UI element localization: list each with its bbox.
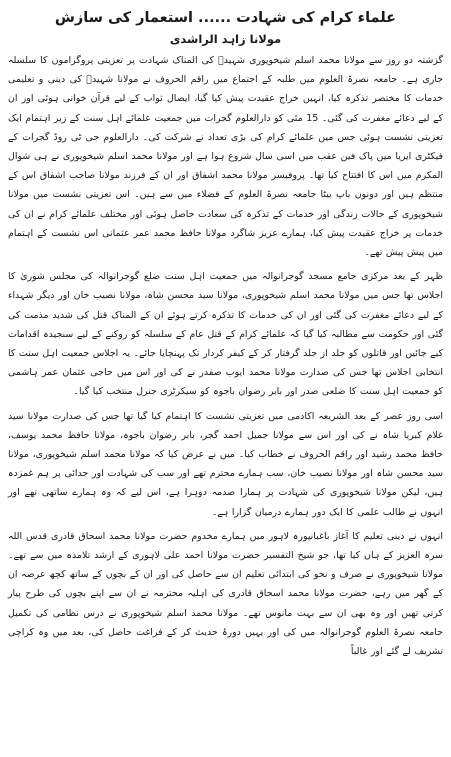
article-paragraph: ظہر کے بعد مرکزی جامع مسجد گوجرانوالہ میں جمعیت اہل سنت ضلع گوجرانوالہ کی مجلس شوریٰ کا اجلاس تھا جس میں مولانا محمد اسلم شیخوپوری، مولانا سید محسن شاہ، مولانا نصیب خان اور دیگر شہداء کے لیے دعائے مغفرت کی گئی اور ان کی خدمات کا تذکرہ کرتے ہوئے ان کے المناک قتل کی شدید مذمت کی گئی اور حکومت سے مطالبہ کیا گیا کہ علمائے کرام کے قتل عام کے سلسلہ کو روکنے کے لیے سنجیدہ اقدامات کیے جائیں اور قاتلوں کو جلد از جلد گرفتار کر کے کیفر کردار تک پہنچایا جائے۔ یہ اجلاس جمعیت اہل سنت کا انتخابی اجلاس تھا جس کی صدارت مولانا محمد ایوب صفدر نے کی اور اس میں حاجی عثمان عمر ہاشمی کو جمعیت اہل سنت کا ضلعی صدر اور بابر رضوان باجوہ کو سیکرٹری جنرل منتخب کیا گیا۔ [8, 271, 443, 398]
author-byline: مولانا زاہد الراشدی [169, 32, 282, 46]
article-paragraph: انہوں نے دینی تعلیم کا آغاز باغبانپورہ لاہور میں ہمارے مخدوم حضرت مولانا محمد اسحاق قادری قدس اللہ سرہ العزیز کے ہاں کیا تھا، جو شیخ التفسیر حضرت مولانا احمد علی لاہوری کے ارشد تلامذہ میں سے تھے۔ مولانا شیخوپوری نے صرف و نحو کی ابتدائی تعلیم ان سے حاصل کی اور ان کے بچوں کے ساتھ کچھ عرصہ ان کے گھر میں رہے، حضرت مولانا محمد اسحاق قادری کی اہلیہ محترمہ نے ان سے اپنے بچوں کی طرح پیار کرتی تھیں اور وہ بھی ان سے بہت مانوس تھے۔ مولانا محمد اسلم شیخوپوری نے درس نظامی کی تکمیل جامعہ نصرۃ العلوم گوجرانوالہ میں کی اور یہیں دورۂ حدیث کر کے فراغت حاصل کی، بعد میں وہ کراچی تشریف لے گئے اور غالباً [8, 530, 443, 658]
article-paragraph: اسی روز عصر کے بعد الشریعہ اکادمی میں تعزیتی نشست کا اہتمام کیا گیا تھا جس کی صدارت مولانا سید غلام کبریا شاہ نے کی اور اس سے مولانا جمیل احمد گجر، بابر رضوان باجوہ، مولانا حافظ محمد یوسف، حافظ محمد رشید اور راقم الحروف نے خطاب کیا۔ میں نے عرض کیا کہ مولانا محمد اسلم شیخوپوری، مولانا سید محسن شاہ اور مولانا نصیب خان، سب ہمارے محترم تھے اور سب کی شہادت اور جدائی پر ہم غمزدہ ہیں، لیکن مولانا شیخوپوری کی شہادت پر ہمارا صدمہ دوہرا ہے، اس لیے کہ وہ ہمارے ساتھی تھے اور انہوں نے طالب علمی کا ایک دور ہمارے درمیان گزارا ہے۔ [8, 410, 443, 518]
article-title: علماء کرام کی شہادت ...... استعمار کی سازش [54, 10, 397, 26]
article-paragraph: گزشتہ دو روز سے مولانا محمد اسلم شیخوپوری شہیدؒ کی المناک شہادت پر تعزیتی پروگراموں کا سلسلہ جاری ہے۔ جامعہ نصرۃ العلوم میں طلبہ کے اجتماع میں راقم الحروف نے مولانا شہیدؒ کی دینی و تعلیمی خدمات کا مختصر تذکرہ کیا، انہیں خراج عقیدت پیش کیا گیا، ایصال ثواب کے لیے قرآن خوانی ہوئی اور ان کے لیے دعائے مغفرت کی گئی۔ 15 مئی کو دارالعلوم گجرات میں جمعیت علمائے اہل سنت کے زیر اہتمام ایک تعزیتی نشست ہوئی جس میں علمائے کرام کی بڑی تعداد نے شرکت کی۔ دارالعلوم جی ٹی روڈ گجرات کے فیکٹری ایریا میں پاک فین عقب میں اسی سال شروع ہوا ہے اور مولانا محمد اسلم شیخوپوری نے ہی شوال المکرم میں اس کا افتتاح کیا تھا۔ پروفیسر مولانا محمد اشفاق اور ان کے فرزند مولانا صاحب اشفاق اس کے منتظم ہیں اور دونوں باپ بیٹا جامعہ نصرۃ العلوم کے فضلاء میں سے ہیں۔ اس تعزیتی نشست میں مولانا شیخوپوری کے حالات زندگی اور خدمات کے تذکرہ کی سعادت حاصل ہوئی اور مختلف علمائے کرام نے ان کی خدمات پر خراج عقیدت پیش کیا، ہمارے عزیز شاگرد مولانا حافظ محمد عمر عثمانی اس نشست کے اہتمام میں پیش پیش تھے۔ [8, 55, 443, 259]
